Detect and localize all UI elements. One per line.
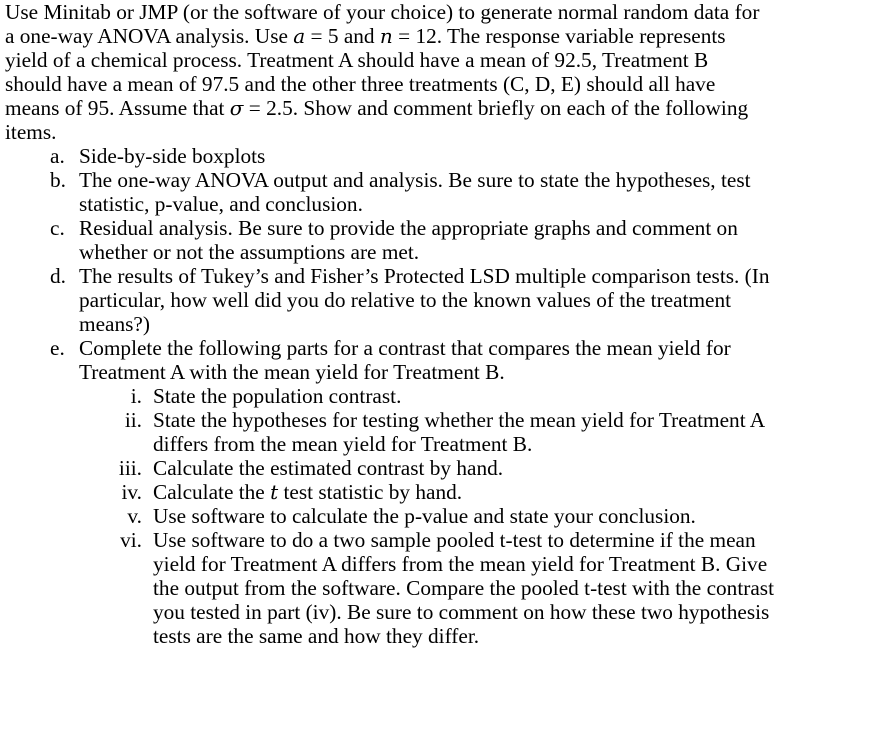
intro-text: = 5 and [305, 24, 380, 48]
sublist-item-vi [5, 528, 879, 648]
list-item-c [5, 216, 879, 264]
sublist-item-iv [5, 480, 879, 504]
list-item-b [5, 168, 879, 216]
intro-text: = 2.5. Show and comment briefly on each of the following [243, 96, 749, 120]
item-text: Complete the following parts for a contrast that compares the mean yield for [79, 336, 731, 360]
list-item-a [5, 144, 879, 168]
list-marker: a. [50, 144, 65, 168]
item-text: Calculate the [153, 480, 271, 504]
item-text: yield for Treatment A differs from the mean yield for Treatment B. Give [153, 552, 768, 576]
item-text: Use software to calculate the p-value and state your conclusion. [153, 504, 696, 528]
list-marker: e. [50, 336, 65, 360]
list-item-d [5, 264, 879, 336]
item-text: Side-by-side boxplots [79, 144, 266, 168]
list-marker: iii. [118, 456, 142, 480]
list-item-e [5, 336, 879, 384]
item-text: means?) [79, 312, 150, 336]
item-text: The one-way ANOVA output and analysis. Be sure to state the hypotheses, test [79, 168, 751, 192]
item-text: The results of Tukey’s and Fisher’s Protected LSD multiple comparison tests. (In [79, 264, 770, 288]
item-text: Calculate the estimated contrast by hand. [153, 456, 504, 480]
intro-line: should have a mean of 97.5 and the other three treatments (C, D, E) should all have [5, 72, 716, 96]
item-text: the output from the software. Compare the pooled t-test with the contrast [153, 576, 774, 600]
sublist-item-v [5, 504, 879, 528]
list-marker: v. [127, 504, 142, 528]
item-text: whether or not the assumptions are met. [79, 240, 420, 264]
list-marker: d. [50, 264, 66, 288]
intro-line: Use Minitab or JMP (or the software of your choice) to generate normal random data for [5, 0, 760, 24]
item-text: tests are the same and how they differ. [153, 624, 480, 648]
intro-text: means of 95. Assume that [5, 96, 230, 120]
sublist-item-ii [5, 408, 879, 456]
intro-text: = 12. The response variable represents [392, 24, 726, 48]
item-text: differs from the mean yield for Treatment B. [153, 432, 533, 456]
item-text [153, 480, 879, 504]
symbol-sigma: σ [229, 96, 244, 120]
list-marker: vi. [120, 528, 142, 552]
item-text: particular, how well did you do relative to the known values of the treatment [79, 288, 732, 312]
sublist-item-i [5, 384, 879, 408]
item-text: Residual analysis. Be sure to provide the appropriate graphs and comment on [79, 216, 738, 240]
item-text: State the hypotheses for testing whether the mean yield for Treatment A [153, 408, 766, 432]
intro-paragraph [5, 0, 877, 144]
item-text: statistic, p-value, and conclusion. [79, 192, 363, 216]
symbol-t: t [270, 480, 279, 504]
list-marker: i. [130, 384, 142, 408]
intro-line: items. [5, 120, 57, 144]
sublist-item-iii [5, 456, 879, 480]
item-text: test statistic by hand. [278, 480, 463, 504]
item-text: State the population contrast. [153, 384, 402, 408]
symbol-n: n [379, 24, 393, 48]
item-text: Use software to do a two sample pooled t-test to determine if the mean [153, 528, 756, 552]
list-marker: b. [50, 168, 66, 192]
intro-line [5, 24, 877, 48]
intro-line: yield of a chemical process. Treatment A should have a mean of 92.5, Treatment B [5, 48, 709, 72]
intro-line [5, 96, 877, 120]
list-marker: iv. [121, 480, 142, 504]
list-marker: ii. [124, 408, 142, 432]
item-text: Treatment A with the mean yield for Treatment B. [79, 360, 505, 384]
item-text: you tested in part (iv). Be sure to comment on how these two hypothesis [153, 600, 770, 624]
symbol-a: a [293, 24, 306, 48]
list-marker: c. [50, 216, 65, 240]
intro-text: a one-way ANOVA analysis. Use [5, 24, 294, 48]
